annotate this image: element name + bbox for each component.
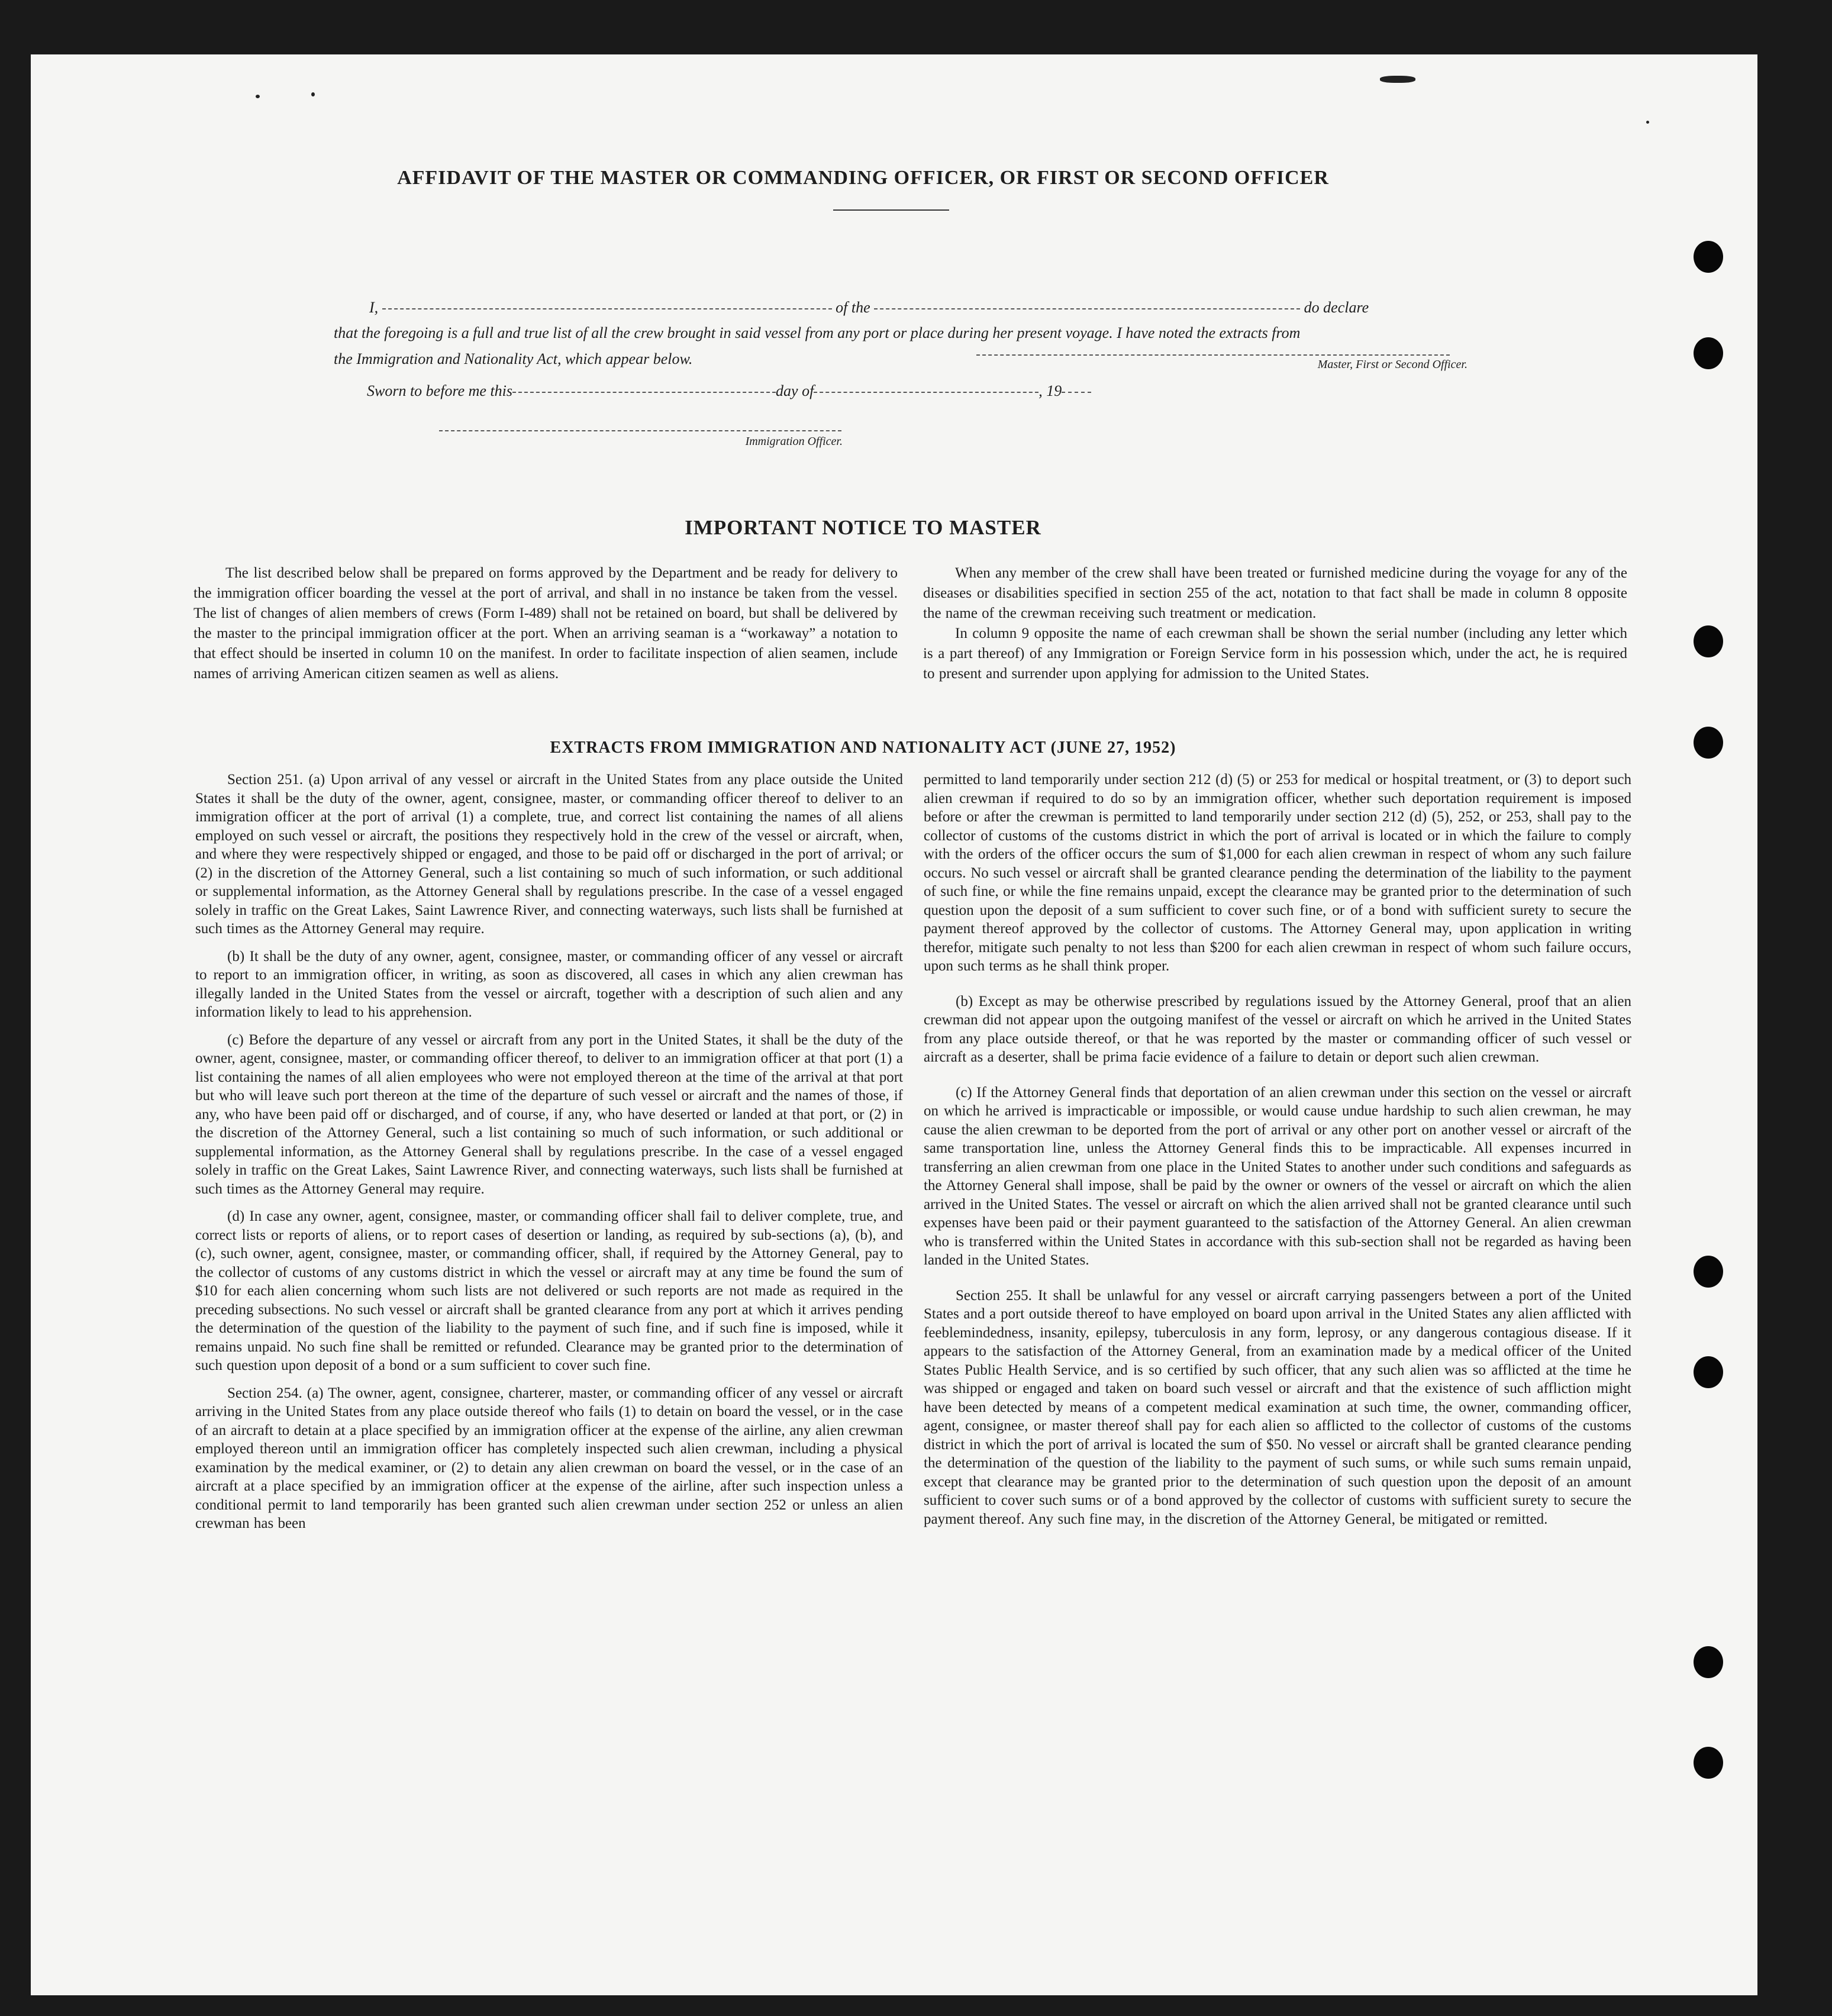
sworn-line: Sworn to before me this day of , 19 xyxy=(367,378,1254,404)
sworn-day-of: day of xyxy=(776,382,814,399)
vessel-blank[interactable] xyxy=(874,308,1300,309)
punch-hole xyxy=(1694,727,1723,759)
sworn-year: 19 xyxy=(1046,382,1062,399)
officer-signature-line[interactable] xyxy=(439,430,841,431)
punch-hole xyxy=(1694,241,1723,273)
punch-hole xyxy=(1694,1646,1723,1678)
master-signature-caption: Master, First or Second Officer. xyxy=(1317,358,1467,371)
sworn-month-blank[interactable] xyxy=(814,392,1038,393)
sworn-year-blank[interactable] xyxy=(1062,392,1091,393)
declaration-line-3: the Immigration and Nationality Act, which appear below. xyxy=(334,350,693,367)
sworn-text: Sworn to before me this xyxy=(367,382,513,399)
section-254-a-continued: permitted to land temporarily under section 212 (d) (5) or 253 for medical or hospital treatment, or (3) to deport such alien crewman if required to do so by an immigration officer, whether such deportation requirement is imposed before or after the crewman is permitted to land temporarily under section 212 (d) (5), 252, or 253, shall pay to the collector of customs of the customs district in which the port of arrival is located or in which the failure to comply with the orders of the officer occurs the sum of $1,000 for each alien crewman in respect of whom any such failure occurs. No such vessel or aircraft shall be granted clearance pending the determination of the liability to the payment of such fine, or while the fine remains unpaid, except the clearance may be granted prior to the determination of such question upon the deposit of a sum sufficient to cover such fine, or of a bond with sufficient surety to secure the payment thereof approved by the collector of customs. The Attorney General may, upon application in writing therefor, mitigate such penalty to not less than $200 for each alien crewman in respect of whom such failure occurs, upon such terms as he shall think proper. xyxy=(924,772,1631,974)
ink-speck xyxy=(311,92,315,96)
ink-speck xyxy=(1380,76,1415,83)
punch-hole xyxy=(1694,1356,1723,1388)
notice-left-column xyxy=(193,563,898,693)
title-underline xyxy=(833,209,949,211)
section-254-a: Section 254. (a) The owner, agent, consignee, charterer, master, or commanding officer of any vessel or aircraft arriving in the United States from any place outside thereof who fails (1) to detain on board the vessel, or in the case of an aircraft to detain at a place specified by an immigration officer at the expense of the airline, any alien crewman employed thereon until an immigration officer has completely inspected such alien crewman, including a physical examination by the medical examiner, or (2) to detain any alien crewman on board the vessel, or in the case of an aircraft at a place specified by an immigration officer at the expense of the airline, after such inspection unless a conditional permit to land temporarily has been granted such alien crewman under section 252 or unless an alien crewman has been xyxy=(195,1385,903,1531)
name-blank[interactable] xyxy=(382,308,832,309)
affidavit-title: AFFIDAVIT OF THE MASTER OR COMMANDING OFFICER, OR FIRST OR SECOND OFFICER xyxy=(397,167,1329,189)
declaration-line-1 xyxy=(369,294,1494,321)
declaration-do-declare: do declare xyxy=(1304,299,1369,316)
extracts-right-column xyxy=(924,770,1631,1537)
officer-signature-caption: Immigration Officer. xyxy=(745,435,843,448)
punch-hole xyxy=(1694,625,1723,657)
notice-left-paragraph: The list described below shall be prepared on forms approved by the Department and be ready for delivery to the immigration officer boarding the vessel at the port of arrival, and shall in no instance be taken from the vessel. The list of changes of alien members of crews (Form I-489) shall not be retained on board, but shall be delivered by the master to the principal immigration officer at the port. When an arriving seaman is a “workaway” a notation to that effect should be inserted in column 10 on the manifest. In order to facilitate inspection of alien seamen, include names of arriving American citizen seamen as well as aliens. xyxy=(193,565,898,682)
section-251-d: (d) In case any owner, agent, consignee, master, or commanding officer shall fail to deliver complete, true, and correct lists or reports of aliens, or to report cases of desertion or landing, as required by sub-sections (a), (b), and (c), such owner, agent, consignee, master, or commanding officer, shall, if required by the Attorney General, pay to the collector of customs of any customs district in which the vessel or aircraft may at any time be found the sum of $10 for each alien concerning whom such lists are not delivered or such reports are not made as required in the preceding subsections. No such vessel or aircraft shall be granted clearance from any port at which it arrives pending the determination of the question of the liability to the payment of such fine, and if such fine is imposed, while it remains unpaid. No such fine shall be remitted or refunded. Clearance may be granted prior to the determination of such question upon deposit of a bond or a sum sufficient to cover such fine. xyxy=(195,1208,903,1373)
ink-speck xyxy=(256,95,260,98)
section-254-c: (c) If the Attorney General finds that deportation of an alien crewman under this section on the vessel or aircraft on which he arrived is impracticable or impossible, or would cause undue hardship to such alien crewman, he may cause the alien crewman to be deported from the port of arrival or any other port on another vessel or aircraft of the same transportation line, unless the Attorney General finds this to be impracticable. All expenses incurred in transferring an alien crewman from one place in the United States to another under such conditions and safeguards as the Attorney General shall impose, shall be paid by the owner or owners of the vessel or aircraft on which the alien arrived in the United States. The vessel or aircraft on which the alien arrived shall not be granted clearance until such expenses have been paid or their payment guaranteed to the satisfaction of the Attorney General. An alien crewman who is transferred within the United States in accordance with this sub-section shall not be regarded as having been landed in the United States. xyxy=(924,1084,1631,1268)
section-251-b: (b) It shall be the duty of any owner, agent, consignee, master, or commanding officer of any vessel or aircraft to report to an immigration officer, in writing, as soon as discovered, all cases in which any alien crewman has illegally landed in the United States from the vessel or aircraft, together with a description of such alien and any information likely to lead to his apprehension. xyxy=(195,948,903,1020)
section-254-b: (b) Except as may be otherwise prescribed by regulations issued by the Attorney General, proof that an alien crewman did not appear upon the outgoing manifest of the vessel or aircraft on which he arrived in the United States from any place outside thereof, or that he was reported by the master or commanding officer of such vessel or aircraft as a deserter, shall be prima facie evidence of a failure to detain or deport such alien crewman. xyxy=(924,993,1631,1065)
master-signature-line[interactable] xyxy=(976,354,1450,356)
section-251-a: Section 251. (a) Upon arrival of any vessel or aircraft in the United States from any place outside the United States it shall be the duty of the owner, agent, consignee, master, or commanding officer thereof to deliver to an immigration officer at the port of arrival (1) a complete, true, and correct list containing the names of all aliens employed on such vessel or aircraft, the positions they respectively hold in the crew of the vessel or aircraft, when, and where they were respectively shipped or engaged, and those to be paid off or discharged in the port of arrival; or (2) in the discretion of the Attorney General, such a list containing so much of such information, or such additional or supplemental information, as the Attorney General shall by regulations prescribe. In the case of a vessel engaged solely in traffic on the Great Lakes, Saint Lawrence River, and connecting waterways, such lists shall be furnished at such times as the Attorney General may require. xyxy=(195,772,903,937)
notice-right-column xyxy=(923,563,1627,693)
extracts-left-column xyxy=(195,770,903,1542)
punch-hole xyxy=(1694,337,1723,369)
extracts-title: EXTRACTS FROM IMMIGRATION AND NATIONALITY ACT (JUNE 27, 1952) xyxy=(550,738,1176,757)
declaration-i: I, xyxy=(369,299,379,316)
document-page xyxy=(31,54,1757,1995)
notice-right-paragraph-2: In column 9 opposite the name of each crewman shall be shown the serial number (including any letter which is a part thereof) of any Immigration or Foreign Service form in his possession which, under the act, he is required to present and surrender upon applying for admission to the United States. xyxy=(923,625,1627,682)
notice-right-paragraph-1: When any member of the crew shall have been treated or furnished medicine during the voyage for any of the diseases or disabilities specified in section 255 of the act, notation to that fact shall be made in column 8 opposite the name of the crewman receiving such treatment or medication. xyxy=(923,565,1627,621)
section-255: Section 255. It shall be unlawful for any vessel or aircraft carrying passengers between a port of the United States and a port outside thereof to have employed on board upon arrival in the United States any alien afflicted with feeblemindedness, insanity, epilepsy, tuberculosis in any form, leprosy, or any dangerous contagious disease. If it appears to the satisfaction of the Attorney General, from an examination made by a medical officer of the United States Public Health Service, and is so certified by such officer, that any such alien was so afflicted at the time he was shipped or engaged and taken on board such vessel or aircraft and that the existence of such affliction might have been detected by means of a competent medical examination at such time, the owner, commanding officer, agent, consignee, or master thereof shall pay for each alien so afflicted to the collector of customs of the customs district in which the port of arrival is located the sum of $50. No vessel or aircraft shall be granted clearance pending the determination of the question of the liability to the payment of such sums, or while such sums remain unpaid, except that clearance may be granted prior to the determination of such question upon the deposit of an amount sufficient to cover such sums or of a bond approved by the collector of customs with sufficient surety to secure the payment thereof. Any such fine may, in the discretion of the Attorney General, be mitigated or remitted. xyxy=(924,1287,1631,1527)
declaration-of-the: of the xyxy=(836,299,870,316)
ink-speck xyxy=(1646,121,1649,124)
sworn-day-blank[interactable] xyxy=(512,392,776,393)
punch-hole xyxy=(1694,1747,1723,1779)
notice-title: IMPORTANT NOTICE TO MASTER xyxy=(685,516,1041,539)
section-251-c: (c) Before the departure of any vessel or aircraft from any port in the United States, it shall be the duty of the owner, agent, consignee, master, or commanding officer thereof, to deliver to an immigration officer at that port (1) a list containing the names of all alien employees who were not employed thereon at the time of the arrival at that port but who will leave such port thereon at the time of the departure of such vessel or aircraft and the names of those, if any, who have been paid off or discharged, and of course, if any, who have deserted or landed at that port, or (2) in the discretion of the Attorney General, such a list containing so much of such information, or such additional or supplemental information, as the Attorney General shall by regulations prescribe. In the case of a vessel engaged solely in traffic on the Great Lakes, Saint Lawrence River, and connecting waterways, such lists shall be furnished at such times as the Attorney General may require. xyxy=(195,1031,903,1197)
punch-hole xyxy=(1694,1256,1723,1288)
declaration-line-2: that the foregoing is a full and true list of all the crew brought in said vessel from any port or place during her present voyage. I have noted the extracts from xyxy=(334,324,1301,341)
